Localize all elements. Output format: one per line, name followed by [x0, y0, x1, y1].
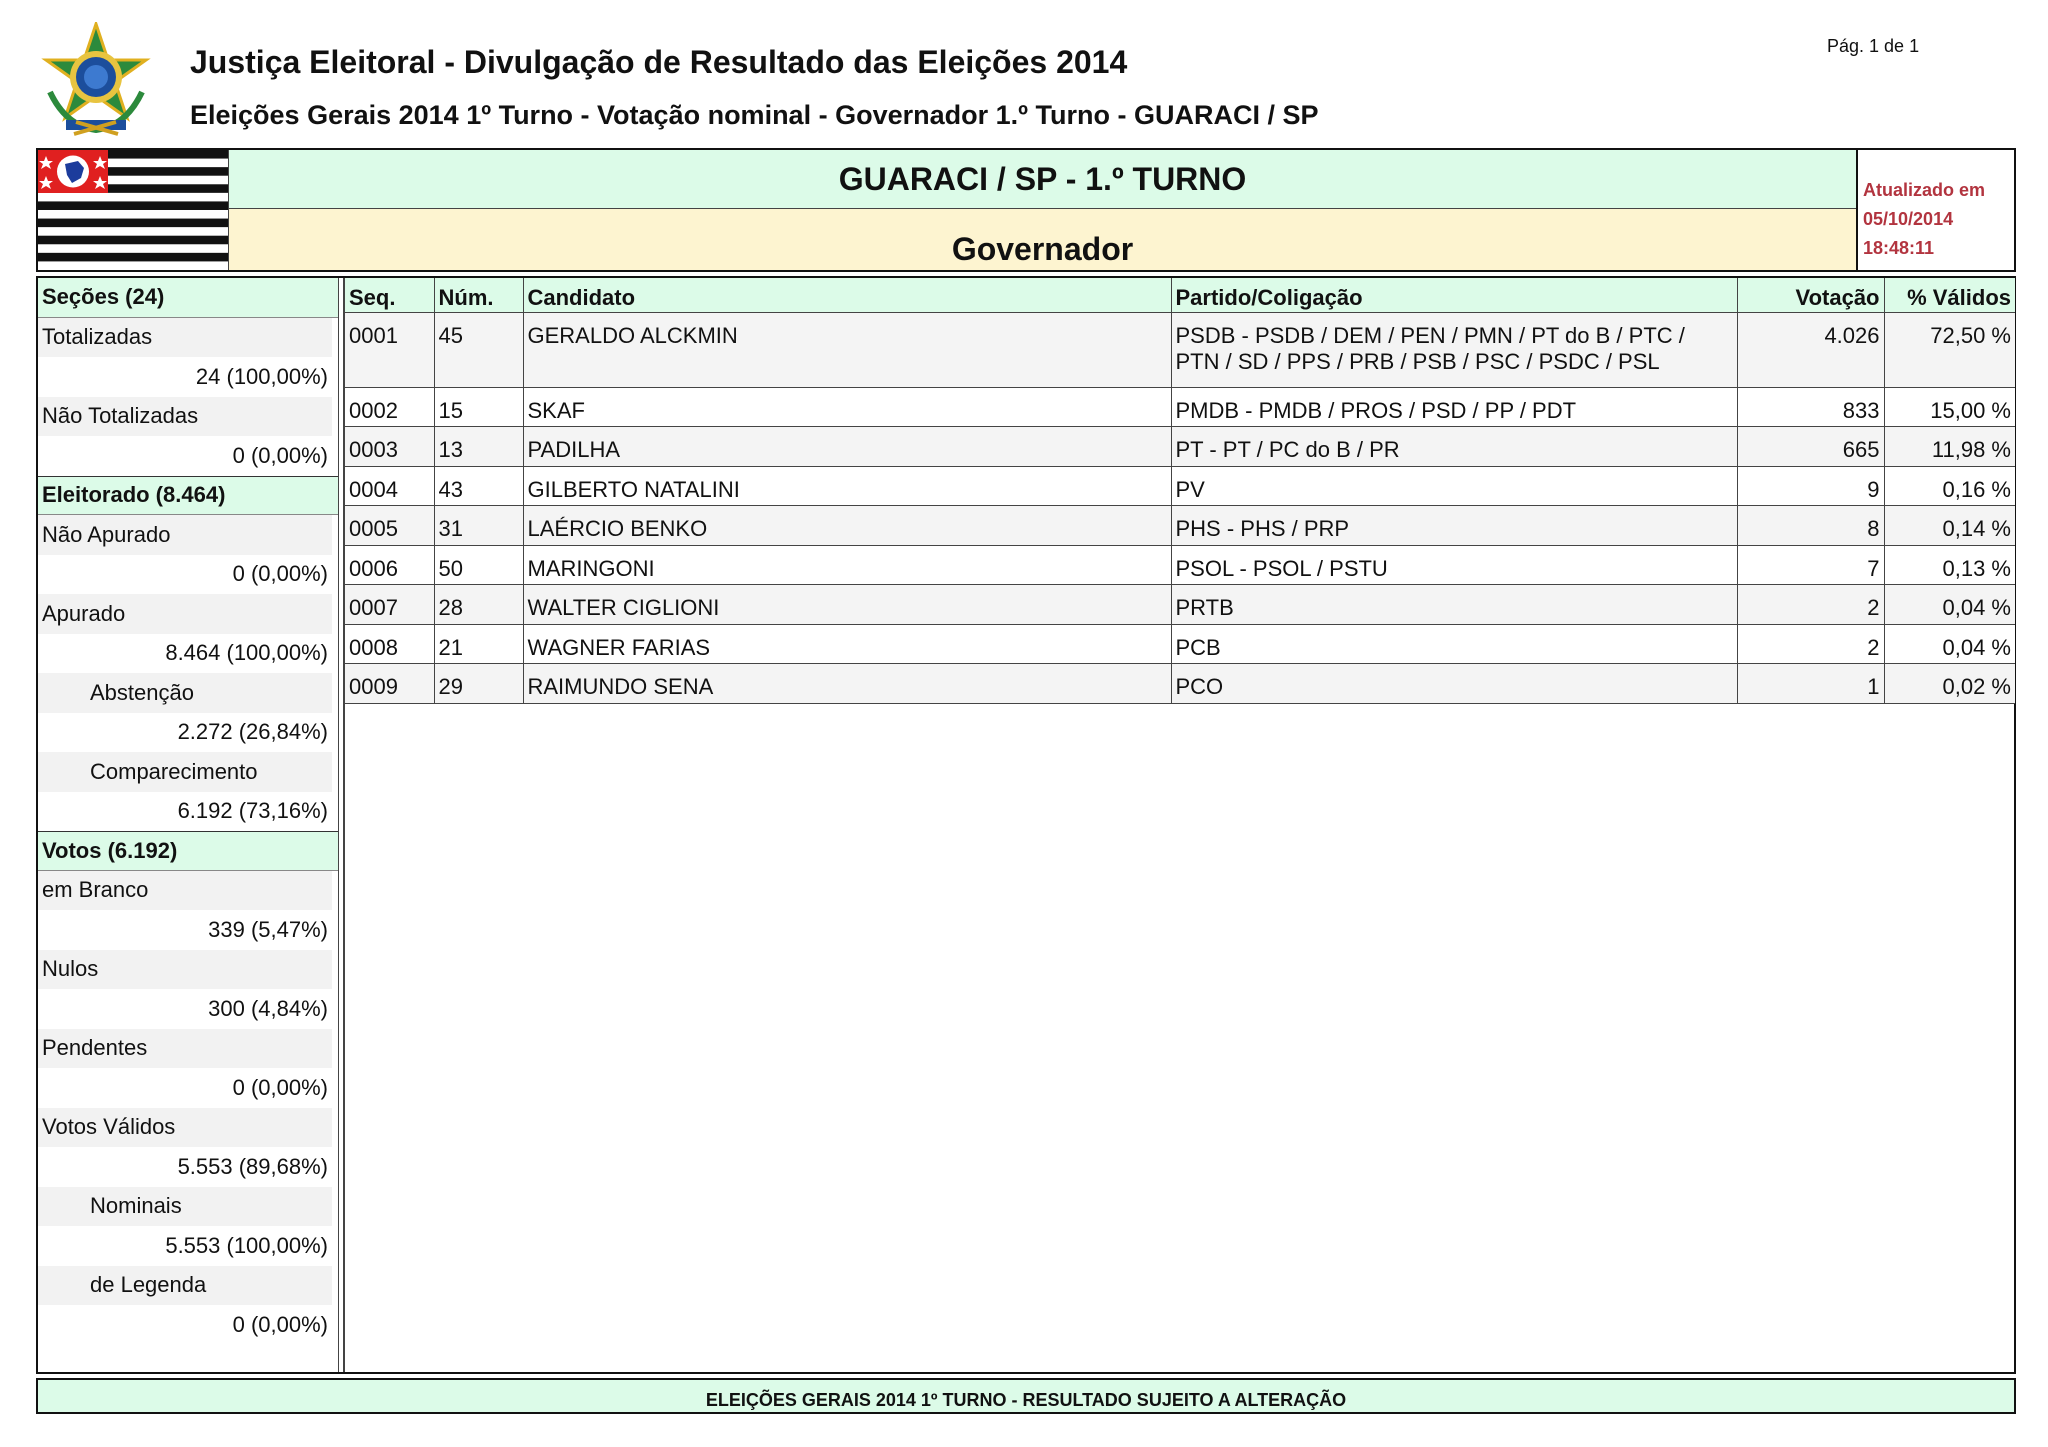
row-candidate: WAGNER FARIAS — [523, 624, 1171, 664]
row-seq: 0006 — [345, 545, 434, 585]
col-party: Partido/Coligação — [1171, 278, 1737, 312]
comparecimento-label: Comparecimento — [38, 752, 332, 792]
row-votes: 1 — [1737, 664, 1884, 704]
candidates-panel — [344, 278, 2014, 1372]
row-num: 31 — [434, 506, 523, 546]
col-candidate: Candidato — [523, 278, 1171, 312]
table-row — [345, 466, 2015, 506]
footer-notice: ELEIÇÕES GERAIS 2014 1º TURNO - RESULTADO SUJEITO A ALTERAÇÃO — [36, 1378, 2016, 1414]
apurado-value: 8.464 (100,00%) — [165, 640, 328, 666]
nominais-value: 5.553 (100,00%) — [165, 1232, 328, 1258]
updated-time: 18:48:11 — [1863, 238, 1935, 258]
row-candidate: RAIMUNDO SENA — [523, 664, 1171, 704]
row-votes: 7 — [1737, 545, 1884, 585]
row-votes: 9 — [1737, 466, 1884, 506]
table-row — [345, 427, 2015, 467]
updated-label: Atualizado em — [1863, 180, 1986, 200]
nulos-value: 300 (4,84%) — [208, 995, 328, 1021]
abstencao-value: 2.272 (26,84%) — [177, 719, 328, 745]
row-pct: 0,02 % — [1884, 664, 2015, 704]
row-candidate: PADILHA — [523, 427, 1171, 467]
branco-value: 339 (5,47%) — [208, 916, 328, 942]
row-pct: 0,16 % — [1884, 466, 2015, 506]
row-num: 29 — [434, 664, 523, 704]
votos-header: Votos (6.192) — [38, 831, 338, 871]
row-votes: 8 — [1737, 506, 1884, 546]
row-seq: 0005 — [345, 506, 434, 546]
col-num: Núm. — [434, 278, 523, 312]
row-seq: 0003 — [345, 427, 434, 467]
row-candidate: WALTER CIGLIONI — [523, 585, 1171, 625]
row-party-line2: PTN / SD / PPS / PRB / PSB / PSC / PSDC / PSL — [1175, 348, 1660, 374]
row-seq: 0002 — [345, 387, 434, 427]
updated-date: 05/10/2014 — [1863, 209, 1954, 229]
row-votes: 2 — [1737, 585, 1884, 625]
update-info — [1856, 150, 2014, 270]
row-party: PHS - PHS / PRP — [1171, 506, 1737, 546]
row-num: 50 — [434, 545, 523, 585]
location-heading: GUARACI / SP - 1.º TURNO — [228, 150, 1856, 209]
row-seq: 0008 — [345, 624, 434, 664]
row-party: PT - PT / PC do B / PR — [1171, 427, 1737, 467]
row-party: PCB — [1171, 624, 1737, 664]
validos-label: Votos Válidos — [38, 1108, 332, 1148]
table-header-row — [345, 278, 2015, 312]
row-num: 15 — [434, 387, 523, 427]
nao-apurado-value: 0 (0,00%) — [232, 561, 328, 587]
summary-panel — [38, 278, 338, 1372]
row-candidate: SKAF — [523, 387, 1171, 427]
totalizadas-value: 24 (100,00%) — [195, 363, 328, 389]
row-seq: 0009 — [345, 664, 434, 704]
row-pct: 72,50 % — [1884, 312, 2015, 387]
row-party — [1171, 312, 1737, 387]
table-row — [345, 506, 2015, 546]
results-banner — [36, 148, 2016, 272]
page-number: Pág. 1 de 1 — [1827, 36, 1920, 56]
brazil-coat-of-arms-icon — [36, 22, 156, 140]
row-pct: 0,04 % — [1884, 624, 2015, 664]
comparecimento-value: 6.192 (73,16%) — [177, 798, 328, 824]
row-pct: 0,04 % — [1884, 585, 2015, 625]
row-seq: 0007 — [345, 585, 434, 625]
table-row — [345, 387, 2015, 427]
table-row — [345, 545, 2015, 585]
nominais-label: Nominais — [38, 1187, 332, 1227]
validos-value: 5.553 (89,68%) — [177, 1153, 328, 1179]
branco-label: em Branco — [38, 871, 332, 911]
row-num: 45 — [434, 312, 523, 387]
nulos-label: Nulos — [38, 950, 332, 990]
row-votes: 833 — [1737, 387, 1884, 427]
row-pct: 11,98 % — [1884, 427, 2015, 467]
row-num: 43 — [434, 466, 523, 506]
row-candidate: MARINGONI — [523, 545, 1171, 585]
row-party: PSOL - PSOL / PSTU — [1171, 545, 1737, 585]
abstencao-label: Abstenção — [38, 673, 332, 713]
row-votes: 4.026 — [1737, 312, 1884, 387]
totalizadas-label: Totalizadas — [38, 318, 332, 358]
office-heading: Governador — [228, 209, 1856, 270]
row-pct: 0,13 % — [1884, 545, 2015, 585]
legenda-label: de Legenda — [38, 1266, 332, 1306]
apurado-label: Apurado — [38, 594, 332, 634]
row-candidate: GERALDO ALCKMIN — [523, 312, 1171, 387]
row-party: PV — [1171, 466, 1737, 506]
row-votes: 2 — [1737, 624, 1884, 664]
row-seq: 0001 — [345, 312, 434, 387]
row-num: 13 — [434, 427, 523, 467]
row-candidate: LAÉRCIO BENKO — [523, 506, 1171, 546]
col-votes: Votação — [1737, 278, 1884, 312]
row-num: 28 — [434, 585, 523, 625]
table-row — [345, 585, 2015, 625]
nao-totalizadas-label: Não Totalizadas — [38, 397, 332, 437]
row-candidate: GILBERTO NATALINI — [523, 466, 1171, 506]
row-pct: 15,00 % — [1884, 387, 2015, 427]
table-row — [345, 664, 2015, 704]
pendentes-label: Pendentes — [38, 1029, 332, 1069]
nao-apurado-label: Não Apurado — [38, 515, 332, 555]
eleitorado-header: Eleitorado (8.464) — [38, 476, 338, 516]
row-party: PCO — [1171, 664, 1737, 704]
document-title: Justiça Eleitoral - Divulgação de Resultado das Eleições 2014 — [190, 44, 1128, 80]
row-party: PRTB — [1171, 585, 1737, 625]
col-seq: Seq. — [345, 278, 434, 312]
row-party-line1: PSDB - PSDB / DEM / PEN / PMN / PT do B / PTC / — [1175, 322, 1685, 348]
row-pct: 0,14 % — [1884, 506, 2015, 546]
results-body — [36, 276, 2016, 1374]
table-row — [345, 312, 2015, 387]
row-num: 21 — [434, 624, 523, 664]
pendentes-value: 0 (0,00%) — [232, 1074, 328, 1100]
col-pct: % Válidos — [1884, 278, 2015, 312]
candidates-table — [345, 278, 2015, 704]
secoes-header: Seções (24) — [38, 278, 338, 318]
table-row — [345, 624, 2015, 664]
row-party: PMDB - PMDB / PROS / PSD / PP / PDT — [1171, 387, 1737, 427]
document-subtitle: Eleições Gerais 2014 1º Turno - Votação nominal - Governador 1.º Turno - GUARACI / SP — [190, 100, 1319, 130]
row-seq: 0004 — [345, 466, 434, 506]
legenda-value: 0 (0,00%) — [232, 1311, 328, 1337]
row-votes: 665 — [1737, 427, 1884, 467]
sao-paulo-flag-icon — [38, 150, 228, 270]
nao-totalizadas-value: 0 (0,00%) — [232, 442, 328, 468]
